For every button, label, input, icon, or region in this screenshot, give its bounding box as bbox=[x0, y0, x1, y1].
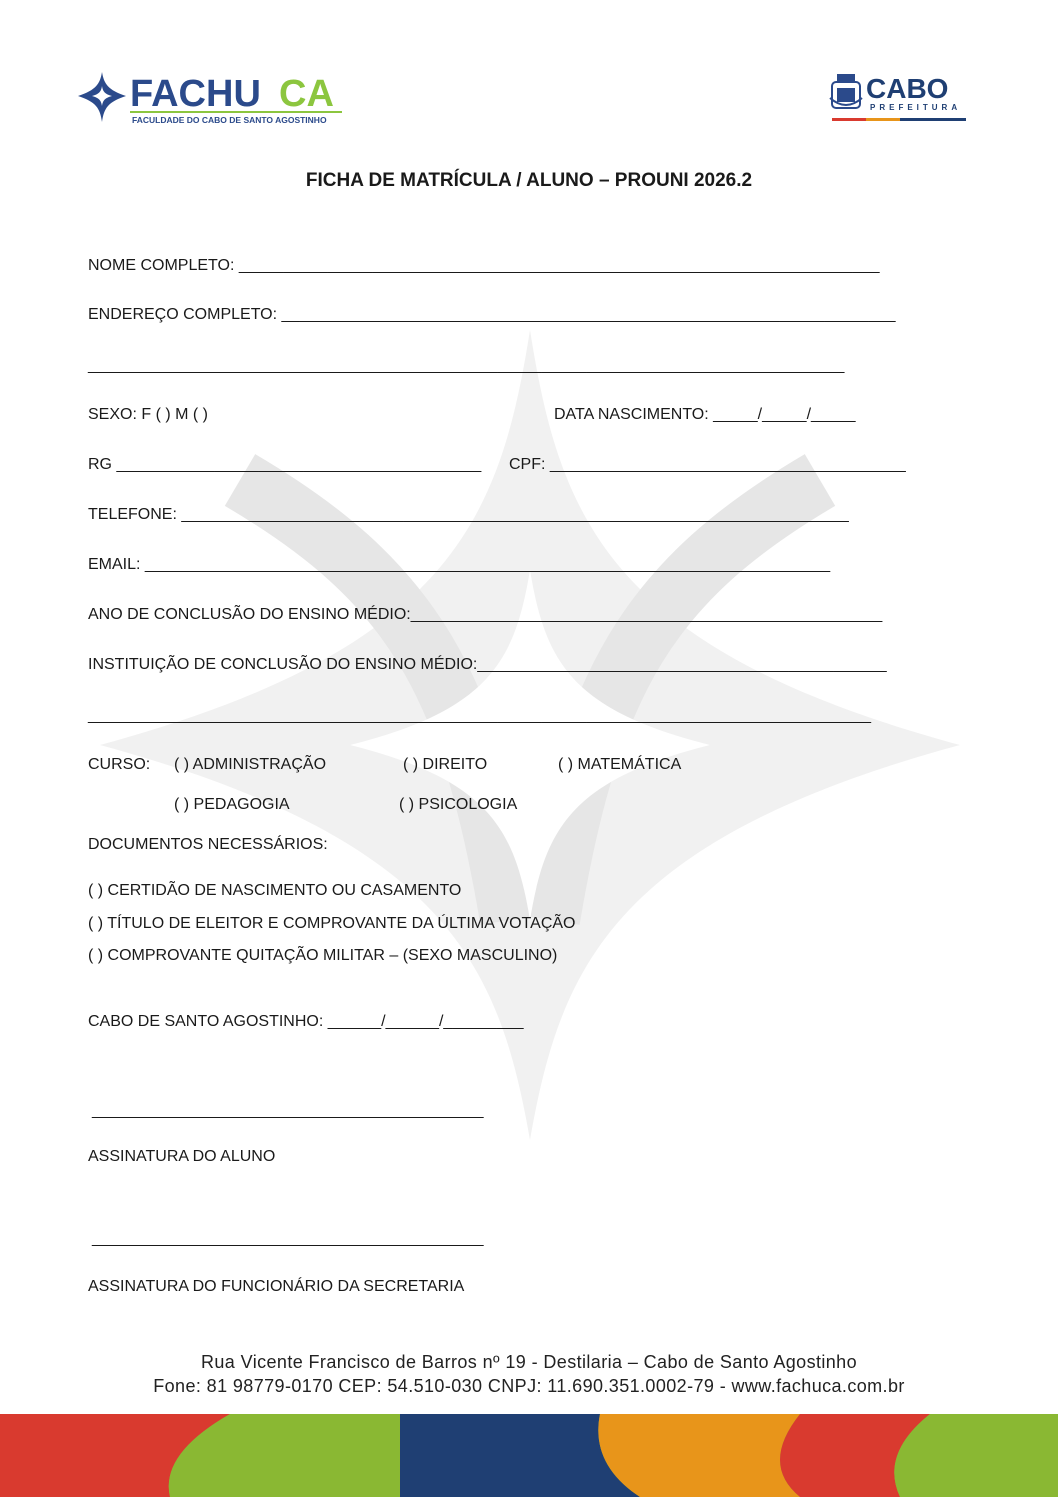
curso-option-administracao[interactable]: ( ) ADMINISTRAÇÃO bbox=[174, 756, 327, 773]
curso-option-pedagogia[interactable]: ( ) PEDAGOGIA bbox=[174, 796, 290, 813]
field-rg[interactable]: RG _________________________________________ bbox=[88, 456, 482, 473]
field-endereco-continuation[interactable]: _____________________________________________________________________________________ bbox=[88, 357, 845, 374]
signature-label-aluno: ASSINATURA DO ALUNO bbox=[88, 1148, 276, 1165]
curso-option-direito[interactable]: ( ) DIREITO bbox=[403, 756, 488, 773]
curso-label: CURSO: bbox=[88, 756, 151, 773]
svg-text:CABO: CABO bbox=[866, 73, 949, 104]
svg-text:FACHU: FACHU bbox=[130, 73, 261, 115]
field-data-nascimento[interactable]: DATA NASCIMENTO: _____/_____/_____ bbox=[554, 406, 856, 423]
field-cpf[interactable]: CPF: ________________________________________ bbox=[509, 456, 906, 473]
svg-text:PREFEITURA: PREFEITURA bbox=[870, 103, 962, 112]
svg-text:FACULDADE DO CABO DE SANTO AGO: FACULDADE DO CABO DE SANTO AGOSTINHO bbox=[132, 115, 327, 125]
curso-option-matematica[interactable]: ( ) MATEMÁTICA bbox=[558, 756, 682, 773]
footer-color-band bbox=[0, 1414, 1058, 1497]
signature-label-funcionario: ASSINATURA DO FUNCIONÁRIO DA SECRETARIA bbox=[88, 1278, 465, 1295]
fachuca-logo bbox=[74, 70, 344, 126]
svg-text:CA: CA bbox=[279, 73, 334, 115]
footer-contact: Fone: 81 98779-0170 CEP: 54.510-030 CNPJ: 11.690.351.0002-79 - www.fachuca.com.br bbox=[153, 1376, 905, 1396]
field-instituicao[interactable]: INSTITUIÇÃO DE CONCLUSÃO DO ENSINO MÉDIO:______________________________________________ bbox=[88, 656, 887, 673]
signature-line-funcionario[interactable]: ____________________________________________ bbox=[92, 1230, 484, 1247]
documento-item-quitacao-militar[interactable]: ( ) COMPROVANTE QUITAÇÃO MILITAR – (SEXO MASCULINO) bbox=[88, 947, 558, 964]
footer-address: Rua Vicente Francisco de Barros nº 19 - Destilaria – Cabo de Santo Agostinho bbox=[201, 1352, 857, 1372]
signature-line-aluno[interactable]: ____________________________________________ bbox=[92, 1102, 484, 1119]
form-title: FICHA DE MATRÍCULA / ALUNO – PROUNI 2026.2 bbox=[305, 170, 753, 191]
field-endereco[interactable]: ENDEREÇO COMPLETO: _____________________________________________________________________ bbox=[88, 306, 896, 323]
documentos-heading: DOCUMENTOS NECESSÁRIOS: bbox=[88, 836, 328, 853]
documento-item-certidao[interactable]: ( ) CERTIDÃO DE NASCIMENTO OU CASAMENTO bbox=[88, 882, 462, 899]
field-ano-conclusao[interactable]: ANO DE CONCLUSÃO DO ENSINO MÉDIO:_____________________________________________________ bbox=[88, 606, 883, 623]
documento-item-titulo-eleitor[interactable]: ( ) TÍTULO DE ELEITOR E COMPROVANTE DA ÚLTIMA VOTAÇÃO bbox=[88, 915, 576, 932]
cabo-prefeitura-logo bbox=[828, 68, 970, 124]
field-telefone[interactable]: TELEFONE: ___________________________________________________________________________ bbox=[88, 506, 849, 523]
curso-option-psicologia[interactable]: ( ) PSICOLOGIA bbox=[399, 796, 518, 813]
field-local-data[interactable]: CABO DE SANTO AGOSTINHO: ______/______/_________ bbox=[88, 1013, 524, 1030]
field-email[interactable]: EMAIL: _____________________________________________________________________________ bbox=[88, 556, 831, 573]
field-sexo[interactable]: SEXO: F ( ) M ( ) bbox=[88, 406, 208, 423]
field-instituicao-continuation[interactable]: ________________________________________________________________________________________ bbox=[88, 707, 872, 724]
field-nome-completo[interactable]: NOME COMPLETO: ________________________________________________________________________ bbox=[88, 257, 880, 274]
